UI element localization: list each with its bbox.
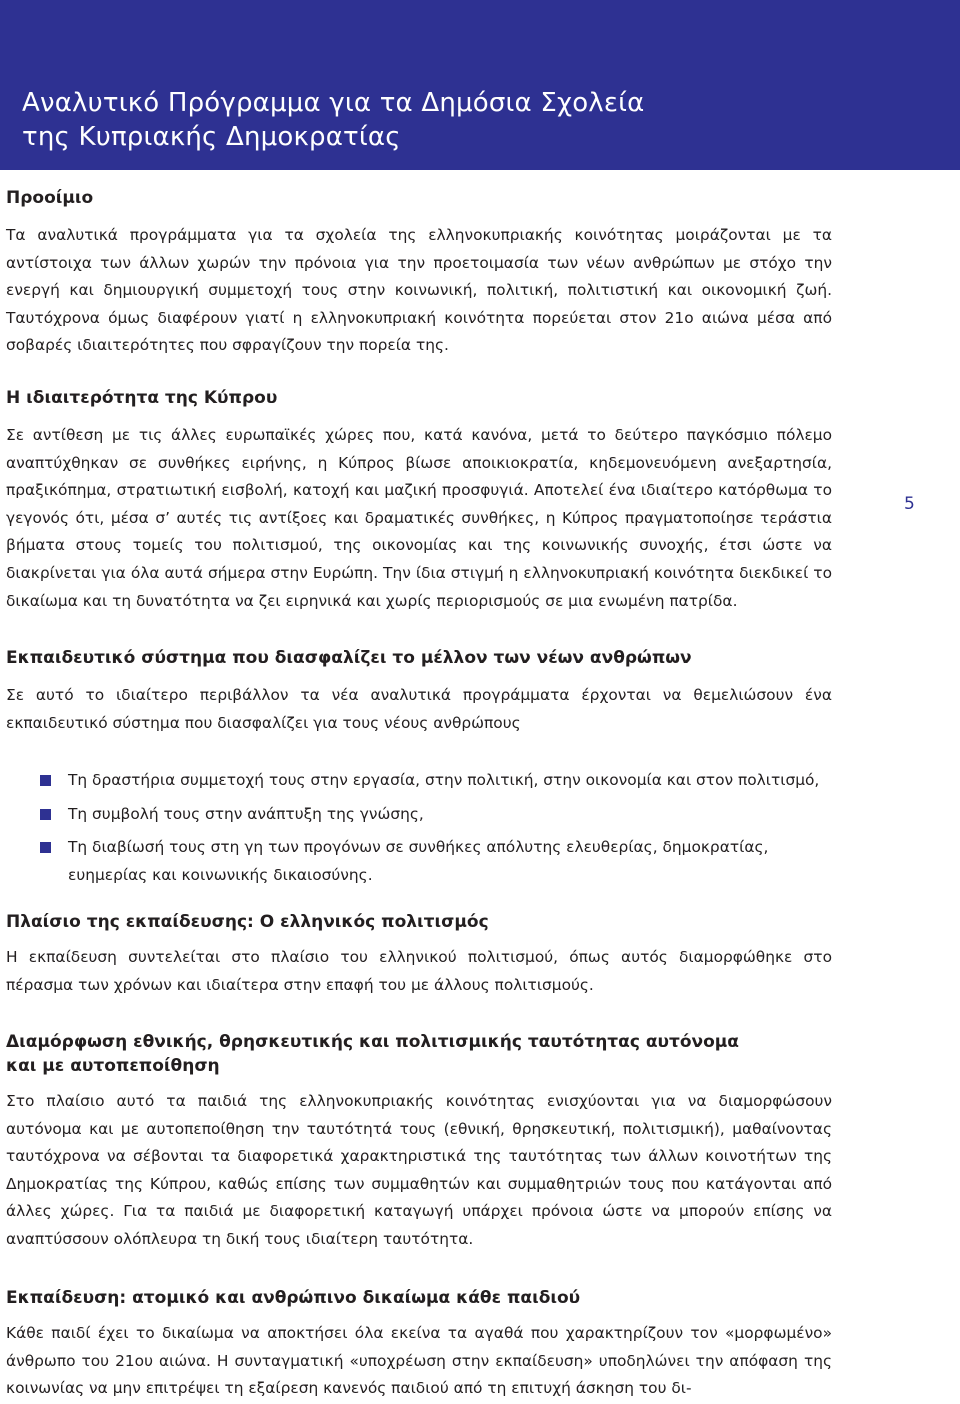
list-item [6, 801, 832, 829]
section-heading: Εκπαιδευτικό σύστημα που διασφαλίζει το μέλλον των νέων ανθρώπων [6, 648, 692, 668]
section-identity [6, 1030, 832, 1254]
section-frame [6, 910, 832, 999]
title-line-2: της Κυπριακής Δημοκρατίας [22, 122, 401, 152]
section-heading: Εκπαίδευση: ατομικό και ανθρώπινο δικαίωμα κάθε παιδιού [6, 1288, 581, 1308]
section-paragraph: Σε αυτό το ιδιαίτερο περιβάλλον τα νέα αναλυτικά προγράμματα έρχονται να θεμελιώσουν ένα εκπαιδευτικό σύστημα που διασφαλίζει για τους νέους ανθρώπους [6, 686, 832, 732]
section-cyprus [6, 386, 832, 615]
section-paragraph: Η εκπαίδευση συντελείται στο πλαίσιο του ελληνικού πολιτισμού, όπως αυτός διαμορφώθηκε στο πέρασμα των χρόνων και ιδιαίτερα στην επαφή του με άλλους πολιτισμούς. [6, 948, 832, 994]
section-right-to-education [6, 1286, 832, 1403]
section-heading: Προοίμιο [6, 188, 94, 208]
list-item [6, 767, 832, 795]
section-paragraph: Στο πλαίσιο αυτό τα παιδιά της ελληνοκυπριακής κοινότητας ενισχύονται για να διαμορφώσουν αυτόνομα και με αυτοπεποίθηση την ταυτότητά τους (εθνική, θρησκευτική, πολιτισμική), μαθαίνοντας ταυτόχρονα να σέβονται τα διαφορετικά χαρακτηριστικά της ταυτότητας των άλλων κοινοτήτων της Δημοκρατίας της Κύπρου, καθώς επίσης των συμμαθητών και συμμαθητριών τους που κατάγονται από άλλες χώρες. Για τα παιδιά με διαφορετική καταγωγή υπάρχει πρόνοια ώστε να μπορούν επίσης να αναπτύσσουν ολόπλευρα τη δική τους ιδιαίτερη ταυτότητα. [6, 1092, 832, 1248]
section-paragraph: Τα αναλυτικά προγράμματα για τα σχολεία της ελληνοκυπριακής κοινότητας μοιράζονται με τα αντίστοιχα των άλλων χωρών την πρόνοια για την προετοιμασία των νέων ανθρώπων με στόχο την ενεργή και δημιουργική συμμετοχή τους στην κοινωνική, πολιτική, πολιτιστική και οικονομική ζωή. Ταυτόχρονα όμως διαφέρουν γιατί η ελληνοκυπριακή κοινότητα πορεύεται στον 21ο αιώνα μέσα από σοβαρές ιδιαιτερότητες που σφραγίζουν την πορεία της. [6, 226, 832, 355]
heading-line-2: και με αυτοπεποίθηση [6, 1056, 220, 1076]
document-title [22, 86, 644, 154]
section-heading: Η ιδιαιτερότητα της Κύπρου [6, 388, 278, 408]
list-item [6, 834, 832, 889]
list-item-text: Τη συμβολή τους στην ανάπτυξη της γνώσης, [68, 804, 424, 823]
bullet-list [6, 767, 832, 889]
square-bullet-icon [40, 809, 51, 820]
section-paragraph: Σε αντίθεση με τις άλλες ευρωπαϊκές χώρες που, κατά κανόνα, μετά το δεύτερο παγκόσμιο πόλεμο αναπτύχθηκαν σε συνθήκες ειρήνης, η Κύπρος βίωσε αποικιοκρατία, κηδεμονευόμενη ανεξαρτησία, πραξικόπημα, στρατιωτική εισβολή, κατοχή και μαζική προσφυγιά. Αποτελεί ένα ιδιαίτερο κατόρθωμα το γεγονός ότι, μέσα σ’ αυτές τις αντίξοες και δραματικές συνθήκες, η Κύπρος πραγματοποίησε τεράστια βήματα στους τομείς του πολιτισμού, της οικονομίας και της κοινωνικής συνοχής, έτσι ώστε να διακρίνεται για όλα αυτά σήμερα στην Ευρώπη. Την ίδια στιγμή η ελληνοκυπριακή κοινότητα διεκδικεί το δικαίωμα και τη δυνατότητα να ζει ειρηνικά και χωρίς περιορισμούς σε μια ενωμένη πατρίδα. [6, 426, 832, 610]
section-paragraph: Κάθε παιδί έχει το δικαίωμα να αποκτήσει όλα εκείνα τα αγαθά που χαρακτηρίζουν τον «μορφωμένο» άνθρωπο του 21ου αιώνα. Η συνταγματική «υποχρέωση στην εκπαίδευση» υποδηλώνει την απόφαση της κοινωνίας να μην επιτρέψει τη εξαίρεση κανενός παιδιού από τη επιτυχή άσκηση του δι- [6, 1324, 832, 1398]
header-banner [0, 0, 960, 170]
list-item-text: Τη δραστήρια συμμετοχή τους στην εργασία, στην πολιτική, στην οικονομία και στον πολιτισμό, [68, 771, 820, 790]
section-education-system [6, 646, 832, 896]
square-bullet-icon [40, 842, 51, 853]
section-heading [6, 1030, 832, 1078]
title-line-1: Αναλυτικό Πρόγραμμα για τα Δημόσια Σχολεία [22, 88, 645, 118]
list-item-text: Τη διαβίωσή τους στη γη των προγόνων σε συνθήκες απόλυτης ελευθερίας, δημοκρατίας, ευημερίας και κοινωνικής δικαιοσύνης. [68, 838, 769, 884]
square-bullet-icon [40, 775, 51, 786]
page-number: 5 [904, 494, 915, 514]
section-heading: Πλαίσιο της εκπαίδευσης: Ο ελληνικός πολιτισμός [6, 912, 489, 932]
section-preface [6, 186, 832, 360]
heading-line-1: Διαμόρφωση εθνικής, θρησκευτικής και πολιτισμικής ταυτότητας αυτόνομα [6, 1032, 739, 1052]
